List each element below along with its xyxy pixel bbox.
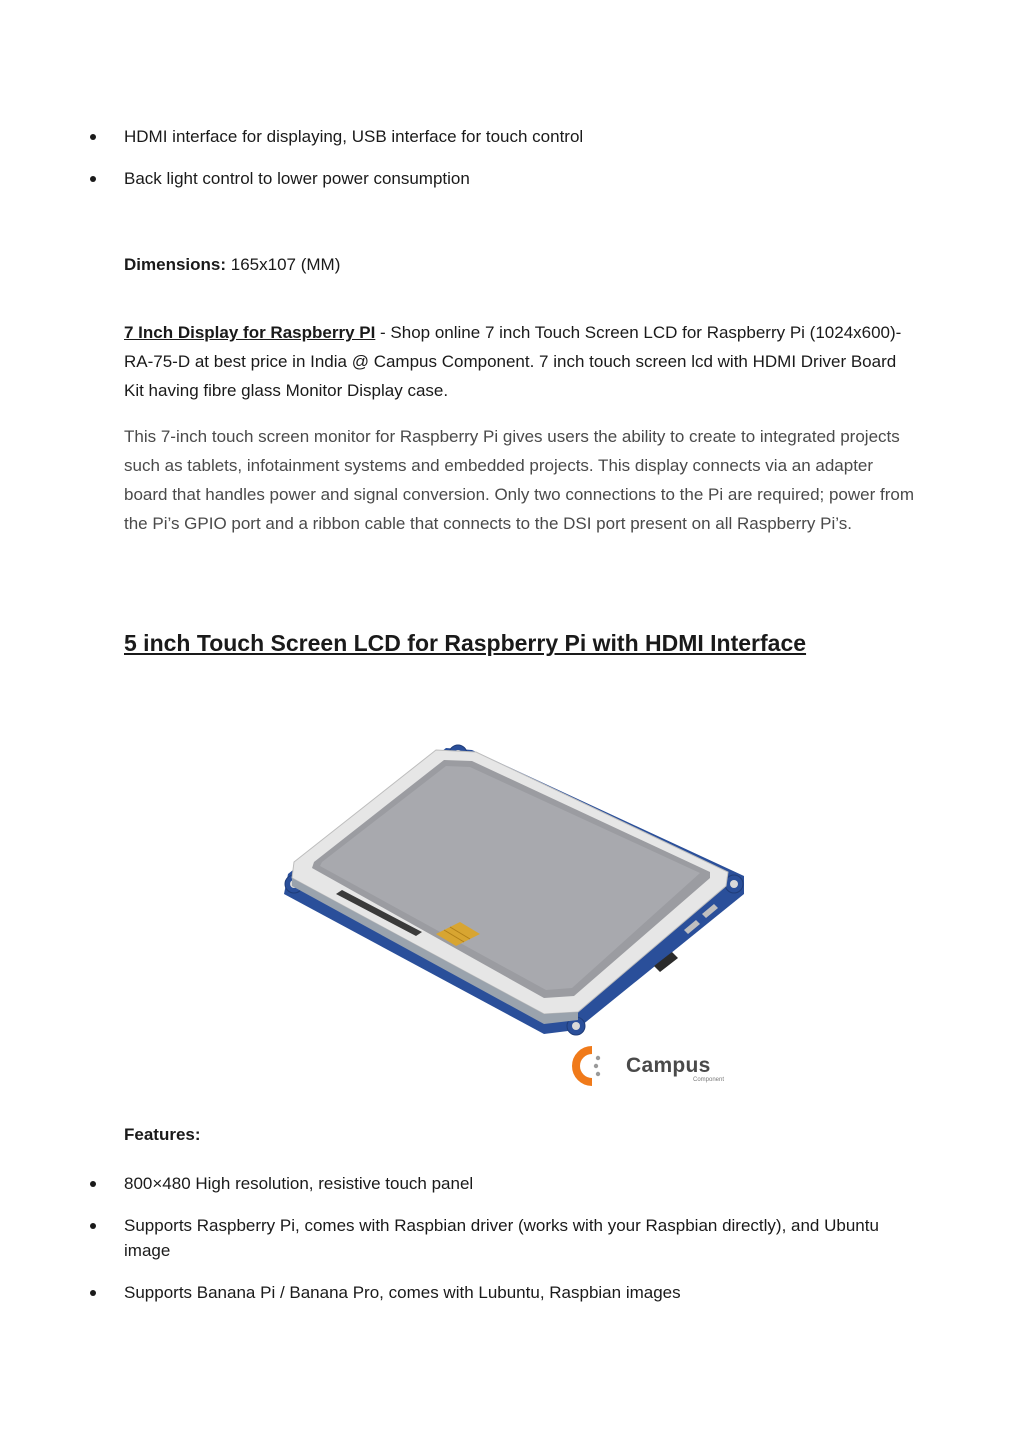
description-paragraph: This 7-inch touch screen monitor for Raspberry Pi gives users the ability to create to integrated projects such as tablets, infotainment systems and embedded projects. This display connects via an adapter board that handles power and signal conversion. Only two connections to the Pi are required; power from the Pi’s GPIO port and a ribbon cable that connects to the DSI port present on all Raspberry Pi’s. <box>124 427 915 533</box>
dimensions-value: 165x107 (MM) <box>226 255 341 274</box>
bullet-icon <box>90 1290 96 1296</box>
lcd-product-image <box>276 744 746 1036</box>
bullet-text: HDMI interface for displaying, USB interface for touch control <box>124 127 584 146</box>
dimensions-label: Dimensions: <box>124 255 227 274</box>
bullet-icon <box>90 134 96 140</box>
dimensions-line <box>124 250 914 279</box>
bullet-text: Supports Raspberry Pi, comes with Raspbian driver (works with your Raspbian directly), and Ubuntu image <box>124 1216 879 1260</box>
features-label: Features: <box>124 1125 201 1144</box>
bullet-icon <box>90 1181 96 1187</box>
logo-name: Campus <box>626 1054 711 1077</box>
logo-subtext: Component <box>693 1077 725 1083</box>
section-heading: 5 inch Touch Screen LCD for Raspberry Pi with HDMI Interface <box>124 630 807 656</box>
product-link-description: - Shop online 7 inch Touch Screen LCD for Raspberry Pi (1024x600)-RA-75-D at best price in India @ Campus Component. 7 inch touch screen lcd with HDMI Driver Board Kit having fibre glass Monitor Display case. <box>124 323 902 400</box>
bullet-text: Supports Banana Pi / Banana Pro, comes with Lubuntu, Raspbian images <box>124 1283 681 1302</box>
bullet-text: Back light control to lower power consumption <box>124 169 470 188</box>
product-link[interactable]: 7 Inch Display for Raspberry PI <box>124 323 376 342</box>
bullet-text: 800×480 High resolution, resistive touch panel <box>124 1174 474 1193</box>
product-link-paragraph <box>124 318 914 405</box>
bullet-icon <box>90 1223 96 1229</box>
bullet-icon <box>90 176 96 182</box>
